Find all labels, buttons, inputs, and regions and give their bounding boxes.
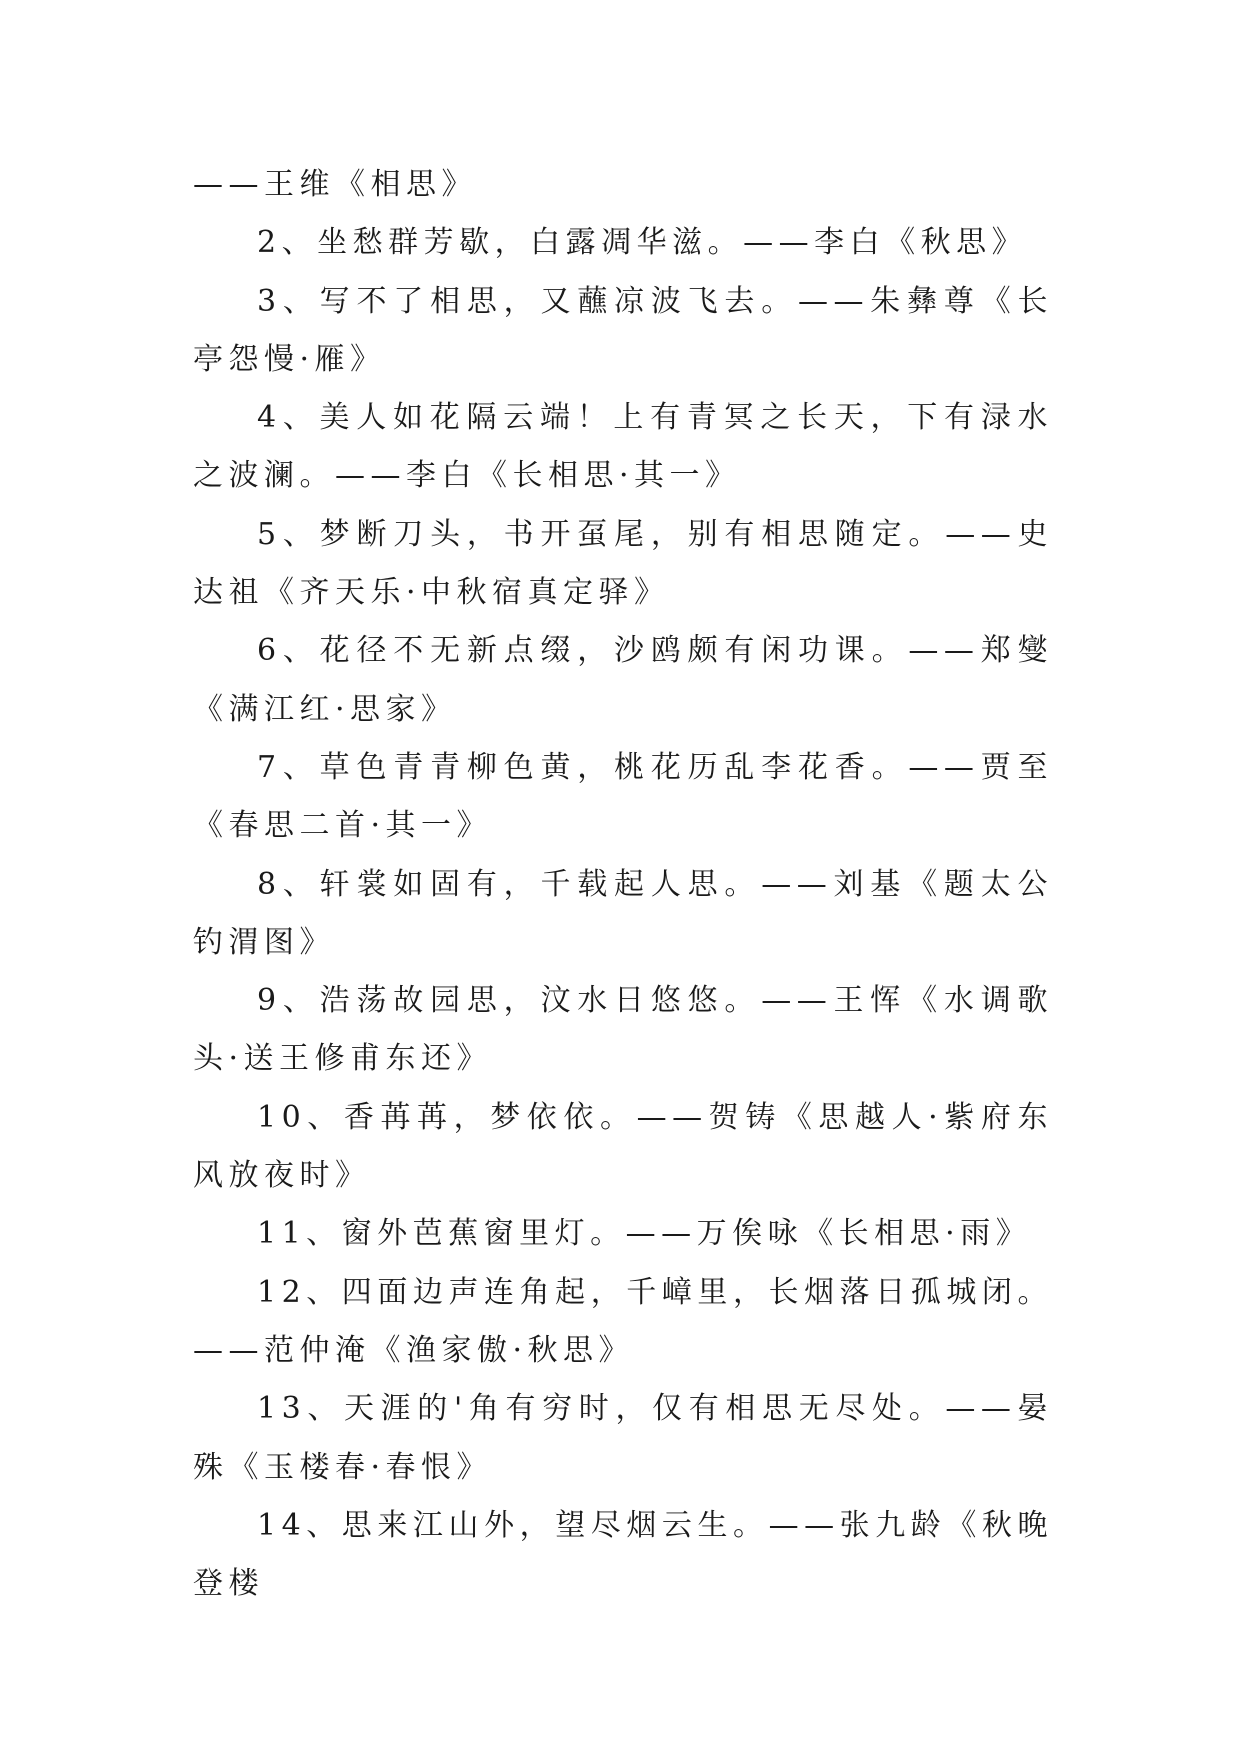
poem-line-13: 13、天涯的'角有穷时，仅有相思无尽处。——晏殊《玉楼春·春恨》 — [193, 1391, 1053, 1485]
poem-line-7: 7、草色青青柳色黄，桃花历乱李花香。——贾至《春思二首·其一》 — [193, 749, 1053, 844]
continuation-line: ——王维《相思》 — [193, 167, 477, 202]
poem-line-12: 12、四面边声连角起，千嶂里，长烟落日孤城闭。——范仲淹《渔家傲·秋思》 — [193, 1274, 1053, 1368]
poem-line-5: 5、梦断刀头，书开虿尾，别有相思随定。——史达祖《齐天乐·中秋宿真定驿》 — [193, 516, 1053, 611]
poem-line-3: 3、写不了相思，又蘸凉波飞去。——朱彝尊《长亭怨慢·雁》 — [193, 283, 1053, 377]
poem-line-10: 10、香苒苒，梦依依。——贺铸《思越人·紫府东风放夜时》 — [193, 1099, 1053, 1194]
poem-line-4: 4、美人如花隔云端！上有青冥之长天，下有渌水之波澜。——李白《长相思·其一》 — [193, 400, 1053, 494]
poem-list — [193, 156, 1053, 1613]
poem-line-11: 11、窗外芭蕉窗里灯。——万俟咏《长相思·雨》 — [257, 1216, 1032, 1252]
poem-line-6: 6、花径不无新点缀，沙鸥颇有闲功课。——郑燮《满江红·思家》 — [193, 633, 1053, 727]
poem-line-8: 8、轩裳如固有，千载起人思。——刘基《题太公钓渭图》 — [193, 866, 1053, 960]
poem-line-9: 9、浩荡故园思，汶水日悠悠。——王恽《水调歌头·送王修甫东还》 — [193, 983, 1053, 1077]
poem-line-2: 2、坐愁群芳歇，白露凋华滋。——李白《秋思》 — [257, 225, 1028, 261]
poem-line-14: 14、思来江山外，望尽烟云生。——张九龄《秋晚登楼 — [193, 1507, 1053, 1602]
